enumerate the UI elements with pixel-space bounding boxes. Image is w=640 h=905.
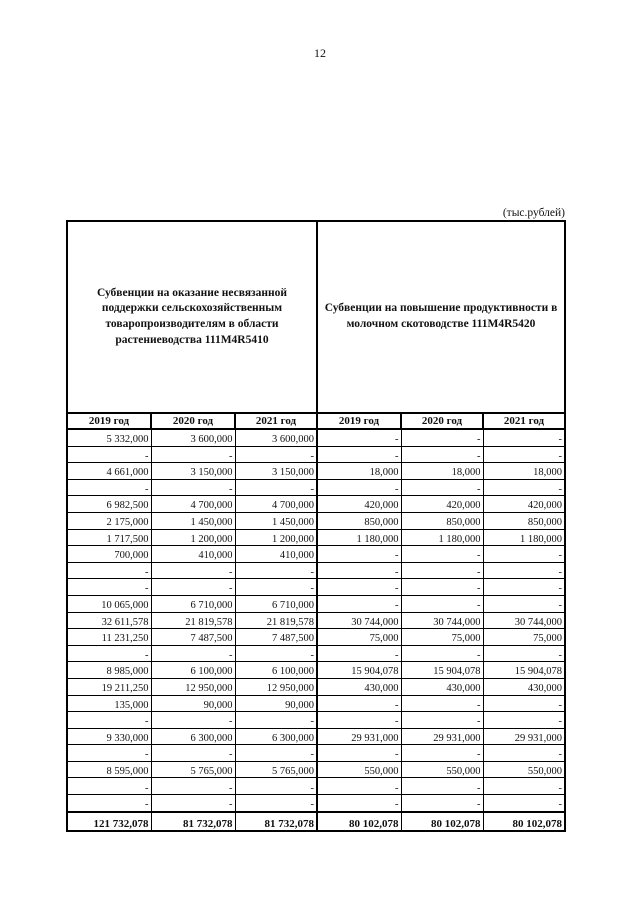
table-cell: - — [483, 429, 565, 446]
table-cell: 420,000 — [483, 496, 565, 513]
table-cell: - — [151, 712, 235, 729]
table-cell: - — [483, 795, 565, 812]
table-row — [67, 612, 565, 629]
table-cell: - — [401, 546, 483, 563]
table-cell: 850,000 — [317, 512, 401, 529]
table-cell: - — [483, 446, 565, 463]
table-cell: - — [151, 645, 235, 662]
table-row — [67, 712, 565, 729]
table-cell: 8 595,000 — [67, 761, 151, 778]
table-cell: - — [235, 579, 317, 596]
table-cell: 4 700,000 — [235, 496, 317, 513]
table-cell: - — [401, 695, 483, 712]
table-row — [67, 645, 565, 662]
table-cell: 6 982,500 — [67, 496, 151, 513]
table-row — [67, 496, 565, 513]
table-cell: 420,000 — [401, 496, 483, 513]
table-cell: - — [235, 446, 317, 463]
table-row — [67, 446, 565, 463]
table-cell: 5 765,000 — [235, 761, 317, 778]
table-row — [67, 529, 565, 546]
unit-label: (тыс.рублей) — [502, 207, 565, 219]
table-cell: 10 065,000 — [67, 595, 151, 612]
table-cell: - — [151, 479, 235, 496]
table-cell: - — [317, 712, 401, 729]
table-cell: 430,000 — [483, 678, 565, 695]
table-cell: 430,000 — [401, 678, 483, 695]
table-cell: 6 100,000 — [235, 662, 317, 679]
table-cell: 420,000 — [317, 496, 401, 513]
table-cell: 6 300,000 — [151, 728, 235, 745]
table-cell: 6 710,000 — [235, 595, 317, 612]
table-cell: 15 904,078 — [401, 662, 483, 679]
table-cell: - — [401, 479, 483, 496]
table-cell: - — [235, 745, 317, 762]
table-row — [67, 479, 565, 496]
table-cell: 18,000 — [401, 463, 483, 480]
table-cell: 4 661,000 — [67, 463, 151, 480]
table-cell: 6 100,000 — [151, 662, 235, 679]
table-cell: - — [67, 579, 151, 596]
table-cell: 410,000 — [235, 546, 317, 563]
table-cell: - — [401, 645, 483, 662]
table-cell: 9 330,000 — [67, 728, 151, 745]
table-cell: - — [67, 446, 151, 463]
table-cell: 30 744,000 — [401, 612, 483, 629]
table-cell: 410,000 — [151, 546, 235, 563]
table-cell: - — [483, 745, 565, 762]
table-cell: - — [317, 595, 401, 612]
table-cell: - — [151, 562, 235, 579]
table-cell: - — [483, 546, 565, 563]
table-row — [67, 695, 565, 712]
table-cell: - — [401, 745, 483, 762]
table-cell: 1 450,000 — [235, 512, 317, 529]
total-cell: 121 732,078 — [67, 812, 151, 831]
total-cell: 81 732,078 — [151, 812, 235, 831]
table-row — [67, 745, 565, 762]
table-cell: - — [67, 778, 151, 795]
table-cell: 11 231,250 — [67, 629, 151, 646]
table-cell: 21 819,578 — [235, 612, 317, 629]
table-cell: - — [151, 795, 235, 812]
table-cell: 1 200,000 — [235, 529, 317, 546]
table-cell: - — [317, 695, 401, 712]
table-cell: 29 931,000 — [317, 728, 401, 745]
table-cell: 5 332,000 — [67, 429, 151, 446]
table-cell: 15 904,078 — [317, 662, 401, 679]
table-cell: 7 487,500 — [235, 629, 317, 646]
table-cell: 1 180,000 — [401, 529, 483, 546]
table-row — [67, 429, 565, 446]
table-cell: 29 931,000 — [401, 728, 483, 745]
table-cell: 3 150,000 — [151, 463, 235, 480]
table-cell: 30 744,000 — [483, 612, 565, 629]
table-cell: - — [483, 645, 565, 662]
year-header-row — [67, 413, 565, 429]
table-cell: - — [401, 579, 483, 596]
table-cell: 12 950,000 — [151, 678, 235, 695]
table-cell: - — [235, 645, 317, 662]
table-cell: - — [235, 562, 317, 579]
table-cell: 7 487,500 — [151, 629, 235, 646]
table-cell: 21 819,578 — [151, 612, 235, 629]
table-row — [67, 778, 565, 795]
table-cell: 3 600,000 — [235, 429, 317, 446]
table-cell: - — [401, 562, 483, 579]
table-row — [67, 579, 565, 596]
table-cell: 6 300,000 — [235, 728, 317, 745]
table-cell: 850,000 — [401, 512, 483, 529]
table-cell: - — [317, 579, 401, 596]
table-cell: - — [67, 745, 151, 762]
table-row — [67, 761, 565, 778]
table-cell: - — [401, 712, 483, 729]
table-row — [67, 728, 565, 745]
table-cell: 1 180,000 — [483, 529, 565, 546]
table-cell: 1 717,500 — [67, 529, 151, 546]
year-header: 2020 год — [151, 413, 235, 429]
table-cell: 3 150,000 — [235, 463, 317, 480]
table-cell: 1 450,000 — [151, 512, 235, 529]
table-cell: - — [67, 712, 151, 729]
table-cell: 18,000 — [483, 463, 565, 480]
table-cell: - — [317, 745, 401, 762]
table-cell: - — [235, 479, 317, 496]
table-cell: - — [67, 795, 151, 812]
table-cell: - — [317, 446, 401, 463]
table-cell: 75,000 — [317, 629, 401, 646]
table-cell: - — [67, 479, 151, 496]
table-cell: 850,000 — [483, 512, 565, 529]
table-cell: - — [483, 695, 565, 712]
table-cell: 15 904,078 — [483, 662, 565, 679]
table-cell: - — [151, 745, 235, 762]
total-cell: 80 102,078 — [317, 812, 401, 831]
table-cell: - — [401, 429, 483, 446]
table-row — [67, 678, 565, 695]
table-cell: - — [151, 778, 235, 795]
table-cell: 75,000 — [483, 629, 565, 646]
table-cell: 32 611,578 — [67, 612, 151, 629]
table-cell: 90,000 — [151, 695, 235, 712]
table-cell: 550,000 — [317, 761, 401, 778]
table-cell: - — [235, 795, 317, 812]
total-cell: 80 102,078 — [401, 812, 483, 831]
table-cell: - — [401, 778, 483, 795]
table-cell: - — [401, 595, 483, 612]
page-number: 12 — [314, 46, 326, 60]
table-cell: 1 200,000 — [151, 529, 235, 546]
year-header: 2020 год — [401, 413, 483, 429]
table-cell: - — [317, 795, 401, 812]
table-cell: - — [483, 595, 565, 612]
total-cell: 80 102,078 — [483, 812, 565, 831]
year-header: 2019 год — [317, 413, 401, 429]
table-cell: - — [483, 712, 565, 729]
table-row — [67, 546, 565, 563]
table-cell: 5 765,000 — [151, 761, 235, 778]
table-cell: 90,000 — [235, 695, 317, 712]
table-cell: 8 985,000 — [67, 662, 151, 679]
table-cell: 19 211,250 — [67, 678, 151, 695]
year-header: 2019 год — [67, 413, 151, 429]
table-cell: 75,000 — [401, 629, 483, 646]
table-cell: - — [317, 429, 401, 446]
table-cell: - — [401, 446, 483, 463]
table-cell: - — [317, 546, 401, 563]
table-cell: 1 180,000 — [317, 529, 401, 546]
table-cell: - — [151, 579, 235, 596]
table-cell: 30 744,000 — [317, 612, 401, 629]
table-row — [67, 629, 565, 646]
table-cell: - — [67, 562, 151, 579]
table-cell: 12 950,000 — [235, 678, 317, 695]
table-cell: 430,000 — [317, 678, 401, 695]
table-cell: - — [317, 778, 401, 795]
table-row — [67, 795, 565, 812]
table-cell: - — [483, 479, 565, 496]
table-cell: 550,000 — [401, 761, 483, 778]
block-header-dairy-productivity: Субвенции на повышение продуктивности в молочном скотоводстве 111M4R5420 — [317, 221, 565, 413]
table-cell: - — [151, 446, 235, 463]
table-cell: 6 710,000 — [151, 595, 235, 612]
table-cell: - — [235, 778, 317, 795]
table-cell: - — [483, 579, 565, 596]
table-cell: - — [317, 645, 401, 662]
table-cell: 3 600,000 — [151, 429, 235, 446]
table-row — [67, 512, 565, 529]
table-cell: 700,000 — [67, 546, 151, 563]
table-cell: 2 175,000 — [67, 512, 151, 529]
table-cell: 18,000 — [317, 463, 401, 480]
subventions-table — [66, 220, 566, 832]
table-cell: - — [67, 645, 151, 662]
table-cell: - — [317, 479, 401, 496]
total-row — [67, 812, 565, 831]
table-row — [67, 562, 565, 579]
table-row — [67, 463, 565, 480]
block-header-crop-support: Субвенции на оказание несвязанной поддержки сельскохозяйственным товаропроизводителям в области растениеводства 111M4R5410 — [67, 221, 317, 413]
table-cell: - — [317, 562, 401, 579]
year-header: 2021 год — [235, 413, 317, 429]
table-cell: 29 931,000 — [483, 728, 565, 745]
table-cell: 4 700,000 — [151, 496, 235, 513]
table-cell: 135,000 — [67, 695, 151, 712]
table-row — [67, 595, 565, 612]
table-cell: - — [401, 795, 483, 812]
table-cell: 550,000 — [483, 761, 565, 778]
table-cell: - — [483, 562, 565, 579]
year-header: 2021 год — [483, 413, 565, 429]
table-cell: - — [483, 778, 565, 795]
total-cell: 81 732,078 — [235, 812, 317, 831]
table-cell: - — [235, 712, 317, 729]
table-row — [67, 662, 565, 679]
